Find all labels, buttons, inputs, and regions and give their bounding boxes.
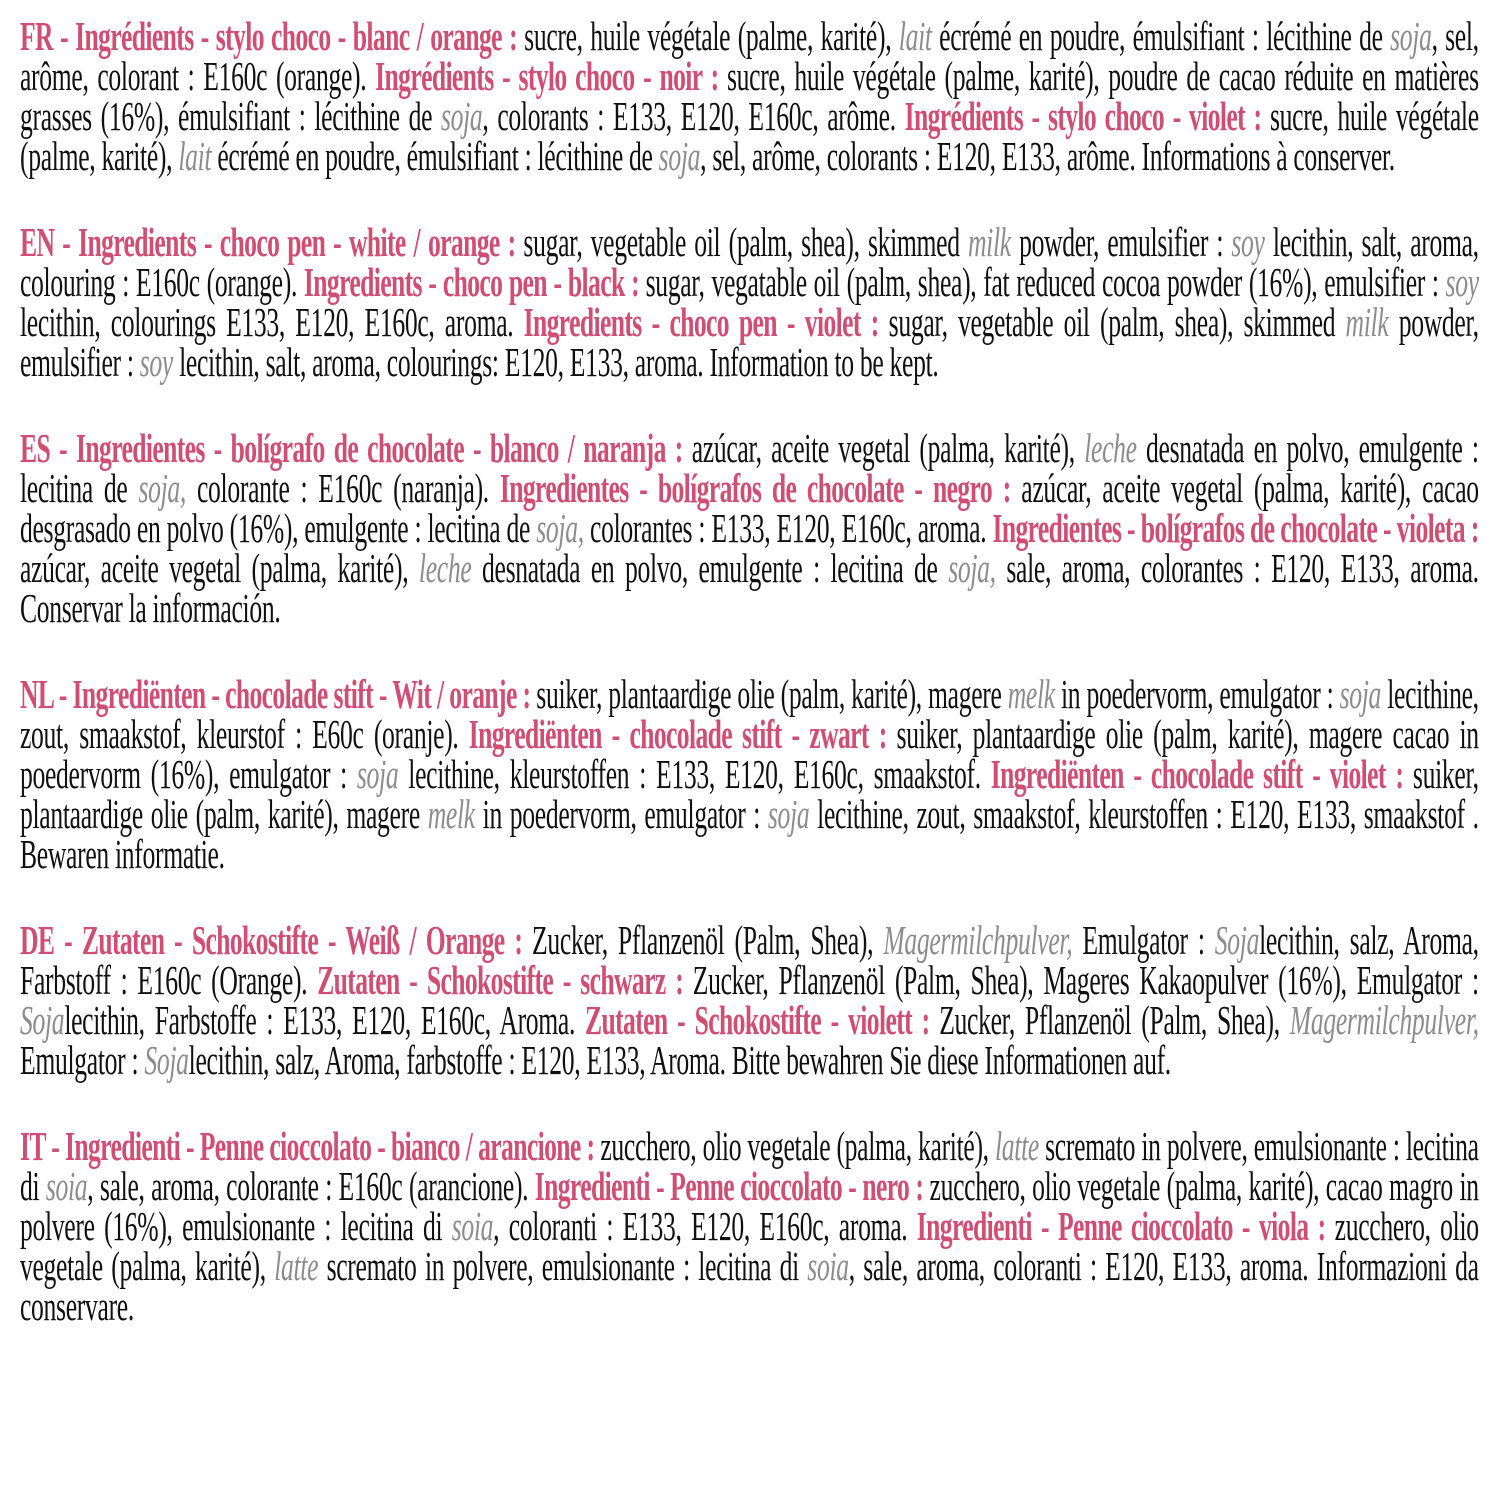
allergen-term: soja,	[138, 465, 187, 511]
allergen-term: Soja	[144, 1037, 189, 1083]
body-text: desnatada en polvo, emulgente : lecitina de	[471, 545, 949, 591]
body-text: suiker, plantaardige olie (palm, karité), magere	[536, 671, 1008, 717]
allergen-term: soja,	[536, 505, 584, 551]
allergen-term: Magermilchpulver,	[1289, 997, 1479, 1043]
body-text: sucre, huile végétale (palme, karité),	[20, 93, 1479, 179]
body-text: colorante : E160c (naranja).	[186, 465, 500, 511]
body-text: suiker, plantaardige olie (palm, karité), magere cacao in poedervorm (16%), emulgator :	[20, 711, 1479, 797]
body-text: scremato in polvere, emulsionante : lecitina di	[318, 1243, 808, 1289]
body-text: , sel, arôme, colorant : E160c (orange).	[20, 13, 1479, 99]
section-heading: ES - Ingredientes - bolígrafo de chocolate - blanco / naranja :	[20, 425, 692, 471]
allergen-term: soy	[1445, 259, 1479, 305]
body-text: sugar, vegetable oil (palm, shea), skimmed	[523, 219, 968, 265]
section-heading: Ingrediënten - chocolade stift - zwart :	[468, 711, 897, 757]
body-text: in poedervorm, emulgator :	[474, 791, 768, 837]
allergen-term: Soja	[1214, 917, 1260, 963]
ingredients-paragraph-nl	[20, 671, 1479, 877]
allergen-term: milk	[1345, 299, 1389, 345]
ingredients-paragraph-en	[20, 219, 1479, 385]
section-heading: Ingrédients - stylo choco - noir :	[375, 53, 727, 99]
allergen-term: soja	[1339, 671, 1382, 717]
body-text: zucchero, olio vegetale (palma, karité),	[600, 1123, 995, 1169]
body-text: lecithin, salt, aroma, colouring : E160c (orange).	[20, 219, 1479, 305]
body-text: Emulgator :	[20, 1037, 145, 1083]
body-text: écrémé en poudre, émulsifiant : lécithine de	[931, 13, 1391, 59]
body-text: desnatada en polvo, emulgente : lecitina de	[20, 425, 1479, 511]
body-text: suiker, plantaardige olie (palm, karité), magere	[20, 751, 1479, 837]
body-text: azúcar, aceite vegetal (palma, karité),	[20, 545, 419, 591]
body-text: colorantes : E133, E120, E160c, aroma.	[583, 505, 993, 551]
body-text: in poedervorm, emulgator :	[1054, 671, 1340, 717]
body-text: sale, aroma, colorantes : E120, E133, aroma. Conservar la información.	[20, 545, 1479, 631]
allergen-term: melk	[427, 791, 475, 837]
allergen-term: latte	[994, 1123, 1039, 1169]
allergen-term: lait	[178, 133, 212, 179]
allergen-term: leche	[418, 545, 472, 591]
ingredients-paragraph-fr	[20, 13, 1479, 179]
section-heading: DE - Zutaten - Schokostifte - Weiß / Orange :	[20, 917, 533, 963]
section-heading: Zutaten - Schokostifte - schwarz :	[317, 957, 693, 1003]
body-text: powder, emulsifier :	[1010, 219, 1232, 265]
allergen-term: soja	[356, 751, 399, 797]
body-text: lecithine, kleurstoffen : E133, E120, E160c, smaakstof.	[398, 751, 991, 797]
section-heading: EN - Ingredients - choco pen - white / orange :	[20, 219, 524, 265]
body-text: lecithin, Farbstoffe : E133, E120, E160c, Aroma.	[64, 997, 585, 1043]
body-text: , sale, aroma, coloranti : E120, E133, aroma. Informazioni da conservare.	[20, 1243, 1479, 1329]
section-heading: FR - Ingrédients - stylo choco - blanc / orange :	[20, 13, 525, 59]
body-text: écrémé en poudre, émulsifiant : lécithine de	[211, 133, 659, 179]
body-text: zucchero, olio vegetale (palma, karité),	[20, 1203, 1479, 1289]
body-text: Zucker, Pflanzenöl (Palm, Shea),	[532, 917, 884, 963]
section-heading: Ingredienti - Penne cioccolato - nero :	[534, 1163, 930, 1209]
body-text: azúcar, aceite vegetal (palma, karité),	[691, 425, 1085, 471]
body-text: Zucker, Pflanzenöl (Palm, Shea),	[939, 997, 1290, 1043]
ingredients-paragraph-it	[20, 1123, 1479, 1329]
allergen-term: soja	[767, 791, 810, 837]
body-text: , colorants : E133, E120, E160c, arôme.	[482, 93, 905, 139]
body-text: , sale, aroma, colorante : E160c (arancione).	[87, 1163, 535, 1209]
allergen-term: soia	[451, 1203, 494, 1249]
body-text: zucchero, olio vegetale (palma, karité), cacao magro in polvere (16%), emulsionante : lecitina di	[20, 1163, 1479, 1249]
ingredients-paragraph-de	[20, 917, 1479, 1083]
allergen-term: soy	[1231, 219, 1265, 265]
body-text: lecithin, salt, aroma, colourings: E120, E133, aroma. Information to be kept.	[172, 339, 939, 385]
allergen-term: lait	[898, 13, 932, 59]
body-text: lecithin, colourings E133, E120, E160c, aroma.	[20, 299, 524, 345]
section-heading: Ingredientes - bolígrafos de chocolate - violeta :	[992, 505, 1479, 551]
body-text: lecithin, salz, Aroma, Farbstoff : E160c (Orange).	[20, 917, 1479, 1003]
allergen-term: soja,	[948, 545, 996, 591]
section-heading: Zutaten - Schokostifte - violett :	[585, 997, 940, 1043]
section-heading: Ingredients - choco pen - violet :	[523, 299, 889, 345]
body-text: sugar, vegatable oil (palm, shea), fat reduced cocoa powder (16%), emulsifier :	[645, 259, 1446, 305]
body-text: Emulgator :	[1072, 917, 1215, 963]
allergen-term: latte	[274, 1243, 319, 1289]
allergen-term: soy	[139, 339, 173, 385]
allergen-term: leche	[1084, 425, 1137, 471]
section-heading: Ingredienti - Penne cioccolato - viola :	[916, 1203, 1335, 1249]
body-text: azúcar, aceite vegetal (palma, karité), cacao desgrasado en polvo (16%), emulgente : lecitina de	[20, 465, 1479, 551]
section-heading: NL - Ingrediënten - chocolade stift - Wit / oranje :	[20, 671, 537, 717]
section-heading: Ingrediënten - chocolade stift - violet :	[990, 751, 1413, 797]
section-heading: IT - Ingredienti - Penne cioccolato - bianco / arancione :	[20, 1123, 601, 1169]
body-text: sucre, huile végétale (palme, karité), poudre de cacao réduite en matières grasses (16%), émulsifiant : lécithine de	[20, 53, 1479, 139]
body-text: lecithin, salz, Aroma, farbstoffe : E120, E133, Aroma. Bitte bewahren Sie diese Informationen auf.	[188, 1037, 1171, 1083]
allergen-term: soja	[440, 93, 483, 139]
body-text: powder, emulsifier :	[20, 299, 1479, 385]
allergen-term: melk	[1007, 671, 1055, 717]
body-text: , coloranti : E133, E120, E160c, aroma.	[493, 1203, 917, 1249]
allergen-term: Soja	[20, 997, 65, 1043]
allergen-term: soja	[658, 133, 701, 179]
allergen-term: soja	[1390, 13, 1432, 59]
body-text: scremato in polvere, emulsionante : lecitina di	[20, 1123, 1479, 1209]
allergen-term: Magermilchpulver,	[883, 917, 1073, 963]
allergen-term: soia	[45, 1163, 88, 1209]
section-heading: Ingredientes - bolígrafos de chocolate - negro :	[499, 465, 1022, 511]
body-text: sucre, huile végétale (palme, karité),	[524, 13, 899, 59]
body-text: Zucker, Pflanzenöl (Palm, Shea), Mageres Kakaopulver (16%), Emulgator :	[692, 957, 1479, 1003]
section-heading: Ingrédients - stylo choco - violet :	[904, 93, 1270, 139]
allergen-term: milk	[967, 219, 1011, 265]
body-text: lecithine, zout, smaakstof, kleurstof : E60c (oranje).	[20, 671, 1479, 757]
ingredients-paragraph-es	[20, 425, 1479, 631]
body-text: , sel, arôme, colorants : E120, E133, arôme. Informations à conserver.	[700, 133, 1395, 179]
allergen-term: soia	[807, 1243, 849, 1289]
body-text: sugar, vegetable oil (palm, shea), skimmed	[888, 299, 1346, 345]
section-heading: Ingredients - choco pen - black :	[303, 259, 646, 305]
body-text: lecithine, zout, smaakstof, kleurstoffen : E120, E133, smaakstof . Bewaren informatie.	[20, 791, 1479, 877]
